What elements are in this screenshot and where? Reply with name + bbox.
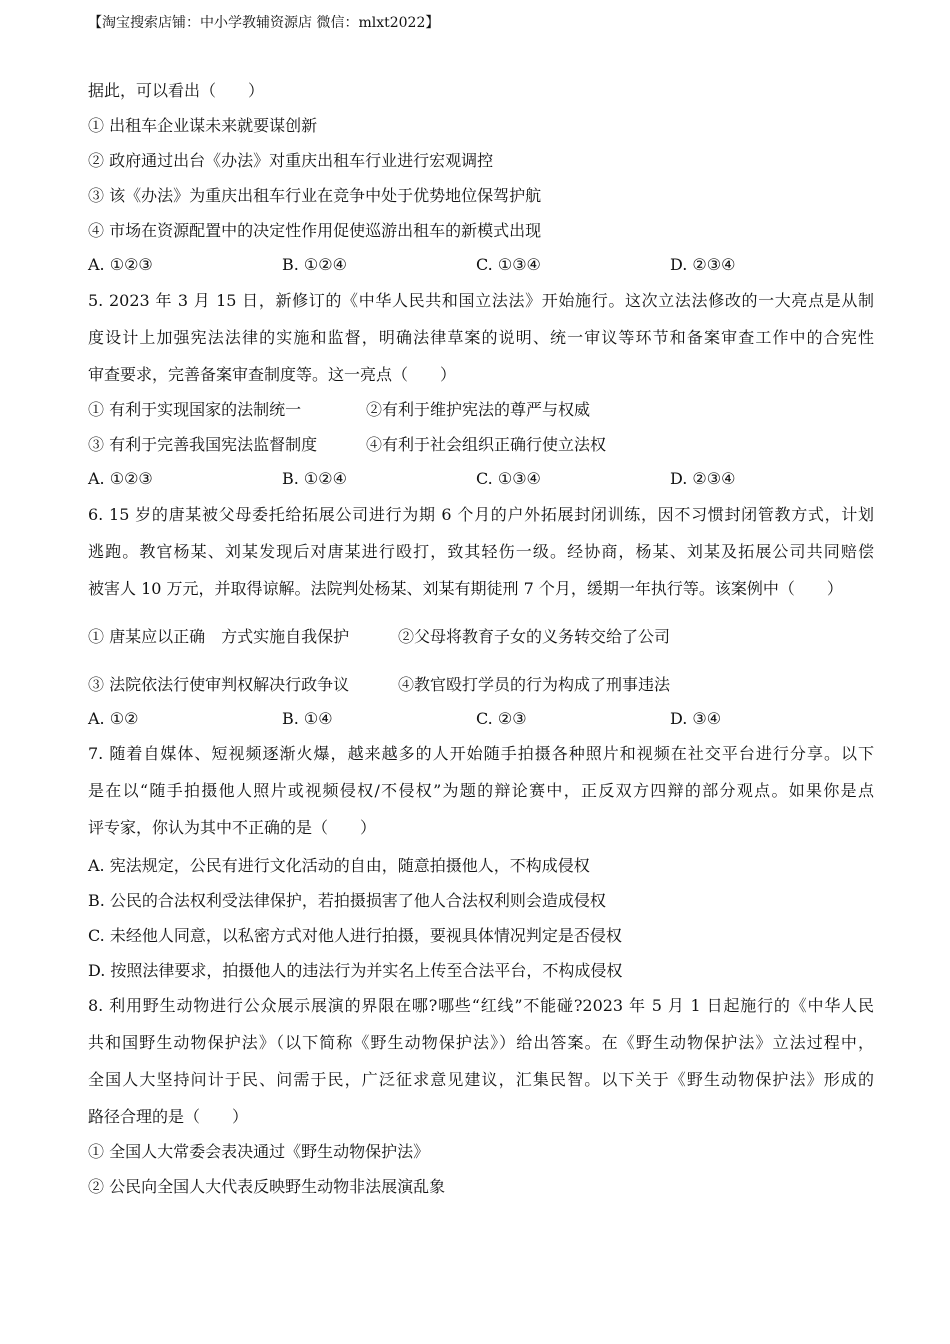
page-header-watermark: 【淘宝搜索店铺：中小学教辅资源店 微信：mlxt2022】 <box>88 15 440 31</box>
q6-option-d: D. ③④ <box>670 709 722 728</box>
q4-item-3: ③ 该《办法》为重庆出租车行业在竞争中处于优势地位保驾护航 <box>88 186 542 205</box>
q4-option-b: B. ①②④ <box>282 255 347 274</box>
q5-stem-line-2: 度设计上加强宪法法律的实施和监督，明确法律草案的说明、统一审议等环节和备案审查工作中的合宪性 <box>88 328 874 347</box>
q8-item-1: ① 全国人大常委会表决通过《野生动物保护法》 <box>88 1142 430 1161</box>
q4-item-2: ② 政府通过出台《办法》对重庆出租车行业进行宏观调控 <box>88 151 494 170</box>
q4-option-a: A. ①②③ <box>88 255 153 274</box>
q8-item-2: ② 公民向全国人大代表反映野生动物非法展演乱象 <box>88 1177 446 1196</box>
q7-stem-line-3: 评专家，你认为其中不正确的是（ ） <box>88 818 377 837</box>
q7-choice-c: C. 未经他人同意，以私密方式对他人进行拍摄，要视具体情况判定是否侵权 <box>88 926 622 945</box>
q5-stem-line-1: 5. 2023 年 3 月 15 日，新修订的《中华人民共和国立法法》开始施行。这次立法法修改的一大亮点是从制 <box>88 291 874 310</box>
q7-stem-line-2: 是在以“随手拍摄他人照片或视频侵权/不侵权”为题的辩论赛中，正反双方四辩的部分观点。如果你是点 <box>88 781 874 800</box>
q6-stem-line-1: 6. 15 岁的唐某被父母委托给拓展公司进行为期 6 个月的户外拓展封闭训练，因不习惯封闭管教方式，计划 <box>88 505 874 524</box>
q6-option-c: C. ②③ <box>476 709 527 728</box>
q5-option-a: A. ①②③ <box>88 469 153 488</box>
q5-option-c: C. ①③④ <box>476 469 541 488</box>
q5-item-4: ④有利于社会组织正确行使立法权 <box>366 435 607 454</box>
q4-item-1: ① 出租车企业谋未来就要谋创新 <box>88 116 318 135</box>
q4-item-4: ④ 市场在资源配置中的决定性作用促使巡游出租车的新模式出现 <box>88 221 542 240</box>
q8-stem-line-3: 全国人大坚持问计于民、问需于民，广泛征求意见建议，汇集民智。以下关于《野生动物保护法》形成的 <box>88 1070 874 1089</box>
q4-stem: 据此，可以看出（ ） <box>88 81 265 100</box>
q5-item-3: ③ 有利于完善我国宪法监督制度 <box>88 435 318 454</box>
q5-option-d: D. ②③④ <box>670 469 736 488</box>
q6-stem-line-3: 被害人 10 万元，并取得谅解。法院判处杨某、刘某有期徒刑 7 个月，缓期一年执行等。该案例中（ ） <box>88 579 843 598</box>
q6-option-a: A. ①② <box>88 709 139 728</box>
q7-choice-b: B. 公民的合法权利受法律保护，若拍摄损害了他人合法权利则会造成侵权 <box>88 891 606 910</box>
q5-option-b: B. ①②④ <box>282 469 347 488</box>
q6-item-1: ① 唐某应以正确 方式实施自我保护 <box>88 627 350 646</box>
q5-stem-line-3: 审查要求，完善备案审查制度等。这一亮点（ ） <box>88 365 457 384</box>
q7-stem-line-1: 7. 随着自媒体、短视频逐渐火爆，越来越多的人开始随手拍摄各种照片和视频在社交平台进行分享。以下 <box>88 744 874 763</box>
q8-stem-line-2: 共和国野生动物保护法》（以下简称《野生动物保护法》）给出答案。在《野生动物保护法》立法过程中， <box>88 1033 874 1052</box>
q6-item-2: ②父母将教育子女的义务转交给了公司 <box>398 627 671 646</box>
q8-stem-line-1: 8. 利用野生动物进行公众展示展演的界限在哪?哪些“红线”不能碰?2023 年 5 月 1 日起施行的《中华人民 <box>88 996 874 1015</box>
q4-option-d: D. ②③④ <box>670 255 736 274</box>
q6-item-4: ④教官殴打学员的行为构成了刑事违法 <box>398 675 671 694</box>
q8-stem-line-4: 路径合理的是（ ） <box>88 1107 249 1126</box>
q6-option-b: B. ①④ <box>282 709 333 728</box>
q6-item-3: ③ 法院依法行使审判权解决行政争议 <box>88 675 350 694</box>
q7-choice-a: A. 宪法规定，公民有进行文化活动的自由，随意拍摄他人，不构成侵权 <box>88 856 590 875</box>
q4-option-c: C. ①③④ <box>476 255 541 274</box>
q7-choice-d: D. 按照法律要求，拍摄他人的违法行为并实名上传至合法平台，不构成侵权 <box>88 961 623 980</box>
q5-item-1: ① 有利于实现国家的法制统一 <box>88 400 302 419</box>
q6-stem-line-2: 逃跑。教官杨某、刘某发现后对唐某进行殴打，致其轻伤一级。经协商，杨某、刘某及拓展公司共同赔偿 <box>88 542 874 561</box>
q5-item-2: ②有利于维护宪法的尊严与权威 <box>366 400 591 419</box>
